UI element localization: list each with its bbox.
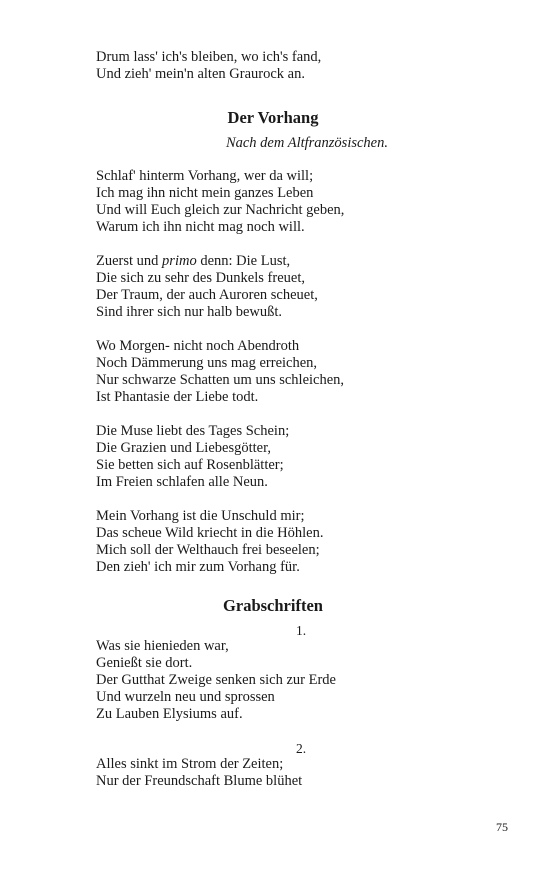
stanza-3 [96,338,476,406]
verse-line: Die Muse liebt des Tages Schein; [96,423,290,439]
stanza-5 [96,508,476,576]
verse-line: Warum ich ihn nicht mag noch will. [96,219,305,235]
section-number-2: 2. [295,741,307,756]
closing-stanza-previous-poem [96,49,476,83]
verse-line: Nur schwarze Schatten um uns schleichen, [96,372,345,388]
verse-line: Sie betten sich auf Rosenblätter; [96,457,284,473]
verse-line: Alles sinkt im Strom der Zeiten; [96,756,284,772]
verse-line: Im Freien schlafen alle Neun. [96,474,268,490]
verse-line: Den zieh' ich mir zum Vorhang für. [96,559,300,575]
verse-text: Zuerst und [96,253,163,269]
verse-line: Und wurzeln neu und sprossen [96,689,275,705]
verse-line: Schlaf' hinterm Vorhang, wer da will; [96,168,314,184]
section-number-1: 1. [295,623,307,638]
verse-line: Das scheue Wild kriecht in die Höhlen. [96,525,324,541]
page-number: 75 [496,820,508,834]
poem-subtitle: Nach dem Altfranzösischen. [225,135,388,151]
verse-line: Drum lass' ich's bleiben, wo ich's fand, [96,49,322,65]
verse-text: denn: Die Lust, [196,253,291,269]
epitaph-1 [96,638,476,723]
verse-line: Was sie hienieden war, [96,638,229,654]
verse-line: Und will Euch gleich zur Nachricht geben, [96,202,345,218]
verse-line: Der Traum, der auch Auroren scheuet, [96,287,318,303]
stanza-4 [96,423,476,491]
italic-word: primo [162,253,197,269]
poem-title-der-vorhang: Der Vorhang [227,108,319,127]
verse-line: Wo Morgen- nicht noch Abendroth [96,338,300,354]
verse-line: Und zieh' mein'n alten Graurock an. [96,66,305,82]
verse-line: Mich soll der Welthauch frei beseelen; [96,542,320,558]
verse-line: Ist Phantasie der Liebe todt. [96,389,259,405]
verse-line: Die Grazien und Liebesgötter, [96,440,271,456]
verse-line: Sind ihrer sich nur halb bewußt. [96,304,283,320]
poem-title-grabschriften: Grabschriften [223,596,323,615]
verse-line: Noch Dämmerung uns mag erreichen, [96,355,318,371]
verse-line [96,253,476,270]
verse-line: Die sich zu sehr des Dunkels freuet, [96,270,305,286]
verse-line: Genießt sie dort. [96,655,193,671]
verse-line: Nur der Freundschaft Blume blühet [96,773,303,789]
verse-line: Zu Lauben Elysiums auf. [96,706,243,722]
epitaph-2 [96,756,476,790]
stanza-1 [96,168,476,236]
stanza-2 [96,253,476,321]
verse-line: Mein Vorhang ist die Unschuld mir; [96,508,305,524]
verse-line: Ich mag ihn nicht mein ganzes Leben [96,185,314,201]
verse-line: Der Gutthat Zweige senken sich zur Erde [96,672,336,688]
